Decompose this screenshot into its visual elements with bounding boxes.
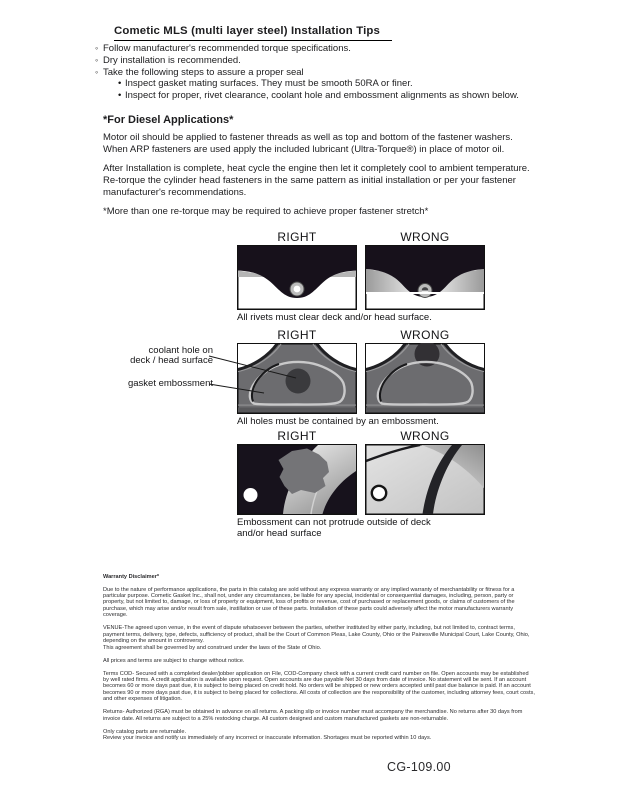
sub-list-item bbox=[118, 90, 595, 102]
sub-list-item-text: Inspect for proper, rivet clearance, coolant hole and embossment alignments as shown below. bbox=[125, 90, 519, 102]
fig2-caption: All holes must be contained by an embossment. bbox=[237, 416, 439, 427]
bullet-circle-icon: ◦ bbox=[95, 43, 99, 53]
page-number: CG-109.00 bbox=[387, 760, 451, 774]
warranty-paragraph: All prices and terms are subject to change without notice. bbox=[103, 657, 245, 664]
warranty-disclaimer-section bbox=[103, 574, 536, 742]
list-item bbox=[95, 43, 595, 55]
warranty-paragraph: Due to the nature of performance applications, the parts in this catalog are sold without any express warranty or any implied warranty of merchantability or fitness for a particular purpose. Cometic Gasket Inc., shall not, under any circumstances, be liable for any special, incidental or consequential damages, including, person, party or property, but not limited to, damage, or loss of property or equipment, loss of profits or revenue, cost of purchased or replacement goods, or claims of customers of the purchase, which may arise and/or result from sale, instillation or use of these parts. Installation of these parts could adversely affect the motor manufacturers warranty coverage. bbox=[103, 586, 515, 619]
bullet-circle-icon: ◦ bbox=[95, 66, 99, 77]
page-title: Cometic MLS (multi layer steel) Installation Tips bbox=[114, 25, 392, 41]
fig3-wrong-diagram bbox=[365, 444, 485, 515]
fig1-right-diagram bbox=[237, 245, 357, 310]
rivet-clear-wrong-illustration bbox=[365, 245, 485, 310]
embossment-protrude-right-illustration bbox=[237, 444, 357, 515]
callout-line: coolant hole on bbox=[148, 345, 213, 356]
fig2-right-label: RIGHT bbox=[277, 328, 317, 342]
fig2-wrong-label: WRONG bbox=[400, 328, 450, 342]
fig2-right-diagram bbox=[237, 343, 357, 414]
list-item bbox=[95, 67, 595, 79]
fig1-right-label: RIGHT bbox=[277, 230, 317, 244]
paragraph: *More than one re-torque may be required to achieve proper fastener stretch* bbox=[103, 206, 429, 218]
embossment-contained-wrong-illustration bbox=[365, 343, 485, 414]
fig3-wrong-label: WRONG bbox=[400, 429, 450, 443]
warranty-paragraph: This agreement shall be governed by and construed under the laws of the State of Ohio. bbox=[103, 644, 322, 651]
list-item-text: Dry installation is recommended. bbox=[103, 54, 241, 66]
list-item-text: Take the following steps to assure a proper seal bbox=[103, 66, 304, 78]
warranty-paragraph: Review your invoice and notify us immediately of any incorrect or inaccurate information. Shortages must be reported within 10 days. bbox=[103, 735, 432, 742]
warranty-paragraph: Terms COD- Secured with a completed dealer/jobber application on File, COD-Company check with a current credit card number on file. Open accounts may be established by well rated firms. A credit application is available upon request. Open accounts are due payable Net 30 days from date of invoice. No statement will be sent. If an account becomes 60 or more days past due, it is subject to being placed on credit hold. No orders will be shipped or new orders accepted until past due balance is paid. If an account becomes 90 or more days past due, it is subject to being placed for collections. All costs of collection are the responsibility of the customer, including attorney fees, court costs, and other expenses of litigation. bbox=[103, 670, 535, 703]
embossment-contained-right-illustration bbox=[237, 343, 357, 414]
paragraph: After Installation is complete, heat cycle the engine then let it completely cool to ambient temperature. Re-torque the cylinder head fasteners in the same pattern as initial installation or per your fastener manufacturer's recommendations. bbox=[103, 162, 530, 199]
fig3-right-label: RIGHT bbox=[277, 429, 317, 443]
bullet-dot-icon: • bbox=[118, 78, 122, 90]
fig3-caption: Embossment can not protrude outside of deck and/or head surface bbox=[237, 517, 431, 539]
list-item-text: Follow manufacturer's recommended torque specifications. bbox=[103, 43, 351, 54]
fig3-right-diagram bbox=[237, 444, 357, 515]
coolant-hole-callout bbox=[130, 346, 213, 366]
fig1-wrong-diagram bbox=[365, 245, 485, 310]
callout-line: deck / head surface bbox=[130, 355, 213, 366]
installation-tips-list bbox=[95, 43, 595, 102]
sub-list-item-text: Inspect gasket mating surfaces. They must be smooth 50RA or finer. bbox=[125, 78, 413, 90]
sub-list-item bbox=[118, 78, 595, 90]
rivet-clear-right-illustration bbox=[237, 245, 357, 310]
bullet-dot-icon: • bbox=[118, 90, 122, 102]
warranty-paragraph: Only catalog parts are returnable. bbox=[103, 728, 187, 735]
bullet-circle-icon: ◦ bbox=[95, 54, 99, 65]
warranty-paragraph: Returns- Authorized (RGA) must be obtained in advance on all returns. A packing slip or invoice number must accompany the merchandise. No returns after 30 days from invoice date. All returns are subject to a 25% restocking charge. All custom designed and custom manufactured gaskets are non-returnable. bbox=[103, 709, 523, 722]
fig2-wrong-diagram bbox=[365, 343, 485, 414]
warranty-paragraph: VENUE-The agreed upon venue, in the event of dispute whatsoever between the parties, whether instituted by either party, including, but not limited to, contract terms, payment terms, delivery, type, defects, sufficiency of product, shall be the Court of Common Pleas, Lake County, Ohio or the Painesville Municipal Court, Lake County, Ohio, depending on the amount in controversy. bbox=[103, 625, 530, 645]
diesel-applications-section bbox=[103, 114, 531, 225]
fig1-caption: All rivets must clear deck and/or head surface. bbox=[237, 312, 432, 323]
list-item bbox=[95, 55, 595, 67]
warranty-heading: Warranty Disclaimer* bbox=[103, 574, 160, 580]
embossment-protrude-wrong-illustration bbox=[365, 444, 485, 515]
paragraph: Motor oil should be applied to fastener threads as well as top and bottom of the fastener washers. When ARP fasteners are used apply the included lubricant (Ultra-Torque®) in place of motor oil. bbox=[103, 132, 513, 156]
fig1-wrong-label: WRONG bbox=[400, 230, 450, 244]
section-heading: *For Diesel Applications* bbox=[103, 114, 234, 126]
gasket-embossment-callout: gasket embossment bbox=[127, 378, 213, 389]
